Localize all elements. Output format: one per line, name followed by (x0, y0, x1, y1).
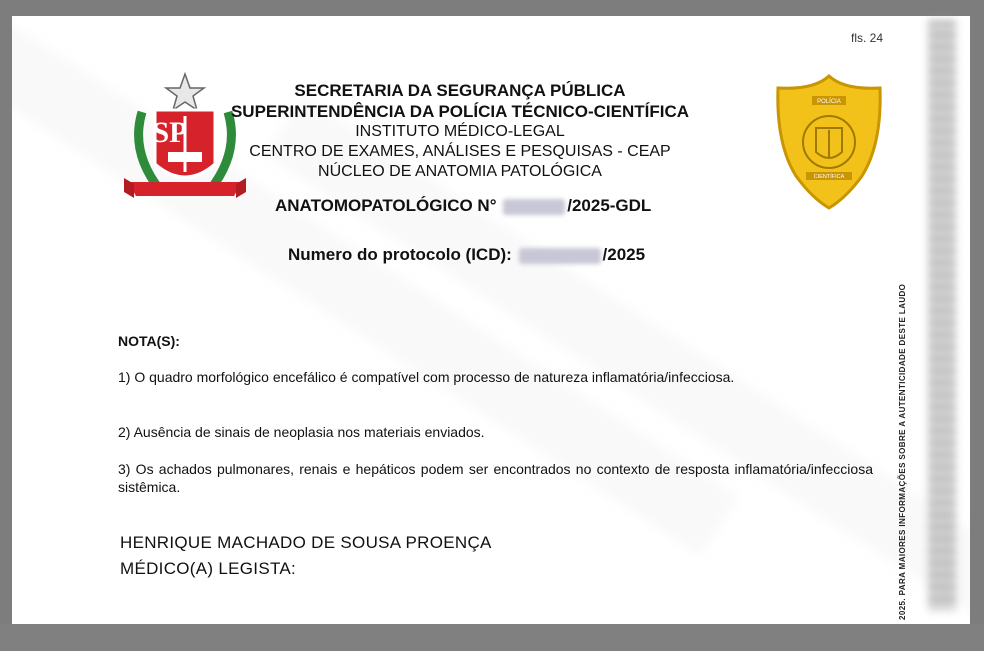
report-number (275, 196, 651, 216)
protocol-suffix: /2025 (602, 245, 646, 264)
protocol-label: Numero do protocolo (ICD): (288, 245, 512, 264)
header-line: CENTRO DE EXAMES, ANÁLISES E PESQUISAS - CEAP (249, 143, 671, 160)
redacted-number (503, 199, 565, 215)
badge-bottom-text: CIENTÍFICA (813, 174, 845, 180)
notes-title: NOTA(S): (118, 333, 180, 349)
authenticity-side-note: 2025. PARA MAIORES INFORMAÇÕES SOBRE A AUTENTICIDADE DESTE LAUDO (898, 283, 907, 620)
note-item: 2) Ausência de sinais de neoplasia nos materiais enviados. (118, 424, 485, 440)
scan-border (0, 624, 984, 651)
blurred-margin (928, 20, 956, 610)
examiner-name: HENRIQUE MACHADO DE SOUSA PROENÇA (120, 533, 492, 552)
report-number-label: ANATOMOPATOLÓGICO N° (275, 196, 497, 215)
police-badge-logo (772, 72, 887, 212)
header-line: INSTITUTO MÉDICO-LEGAL (355, 123, 565, 140)
page-reference: fls. 24 (851, 31, 884, 45)
protocol-number (288, 245, 645, 265)
note-item: 3) Os achados pulmonares, renais e hepáticos podem ser encontrados no contexto de resposta inflamatória/infecciosa sistêmica. (118, 461, 873, 495)
institution-header (180, 80, 740, 182)
note-item: 1) O quadro morfológico encefálico é compatível com processo de natureza inflamatória/infecciosa. (118, 369, 735, 385)
header-line: SECRETARIA DA SEGURANÇA PÚBLICA (294, 81, 626, 100)
header-line: NÚCLEO DE ANATOMIA PATOLÓGICA (318, 163, 602, 180)
sp-seal-letter-s: SP (152, 116, 188, 149)
report-number-suffix: /2025-GDL (567, 196, 652, 215)
examiner-role: MÉDICO(A) LEGISTA: (120, 559, 297, 578)
header-line: SUPERINTENDÊNCIA DA POLÍCIA TÉCNICO-CIENTÍFICA (230, 102, 690, 121)
redacted-protocol (519, 248, 601, 264)
badge-top-text: POLÍCIA (817, 99, 841, 105)
